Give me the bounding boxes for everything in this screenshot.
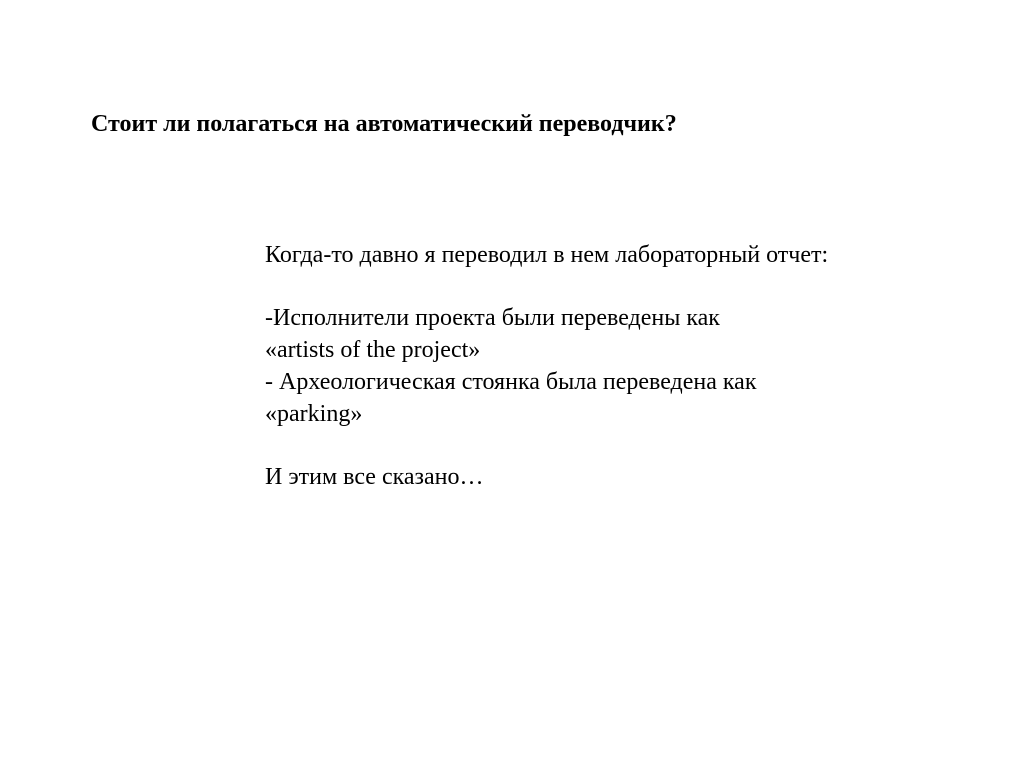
slide-body (265, 239, 828, 493)
example-1-line-2: «artists of the project» (265, 337, 481, 363)
conclusion-text: И этим все сказано… (265, 464, 484, 490)
paragraph-gap (265, 271, 828, 302)
example-2-line-1: - Археологическая стоянка была переведена как (265, 369, 757, 395)
paragraph-gap (265, 430, 828, 461)
example-2-line-2: «parking» (265, 401, 363, 427)
intro-text: Когда-то давно я переводил в нем лабораторный отчет: (265, 242, 829, 268)
example-1-line-1: -Исполнители проекта были переведены как (265, 305, 720, 331)
slide-title: Стоит ли полагаться на автоматический переводчик? (91, 111, 677, 137)
